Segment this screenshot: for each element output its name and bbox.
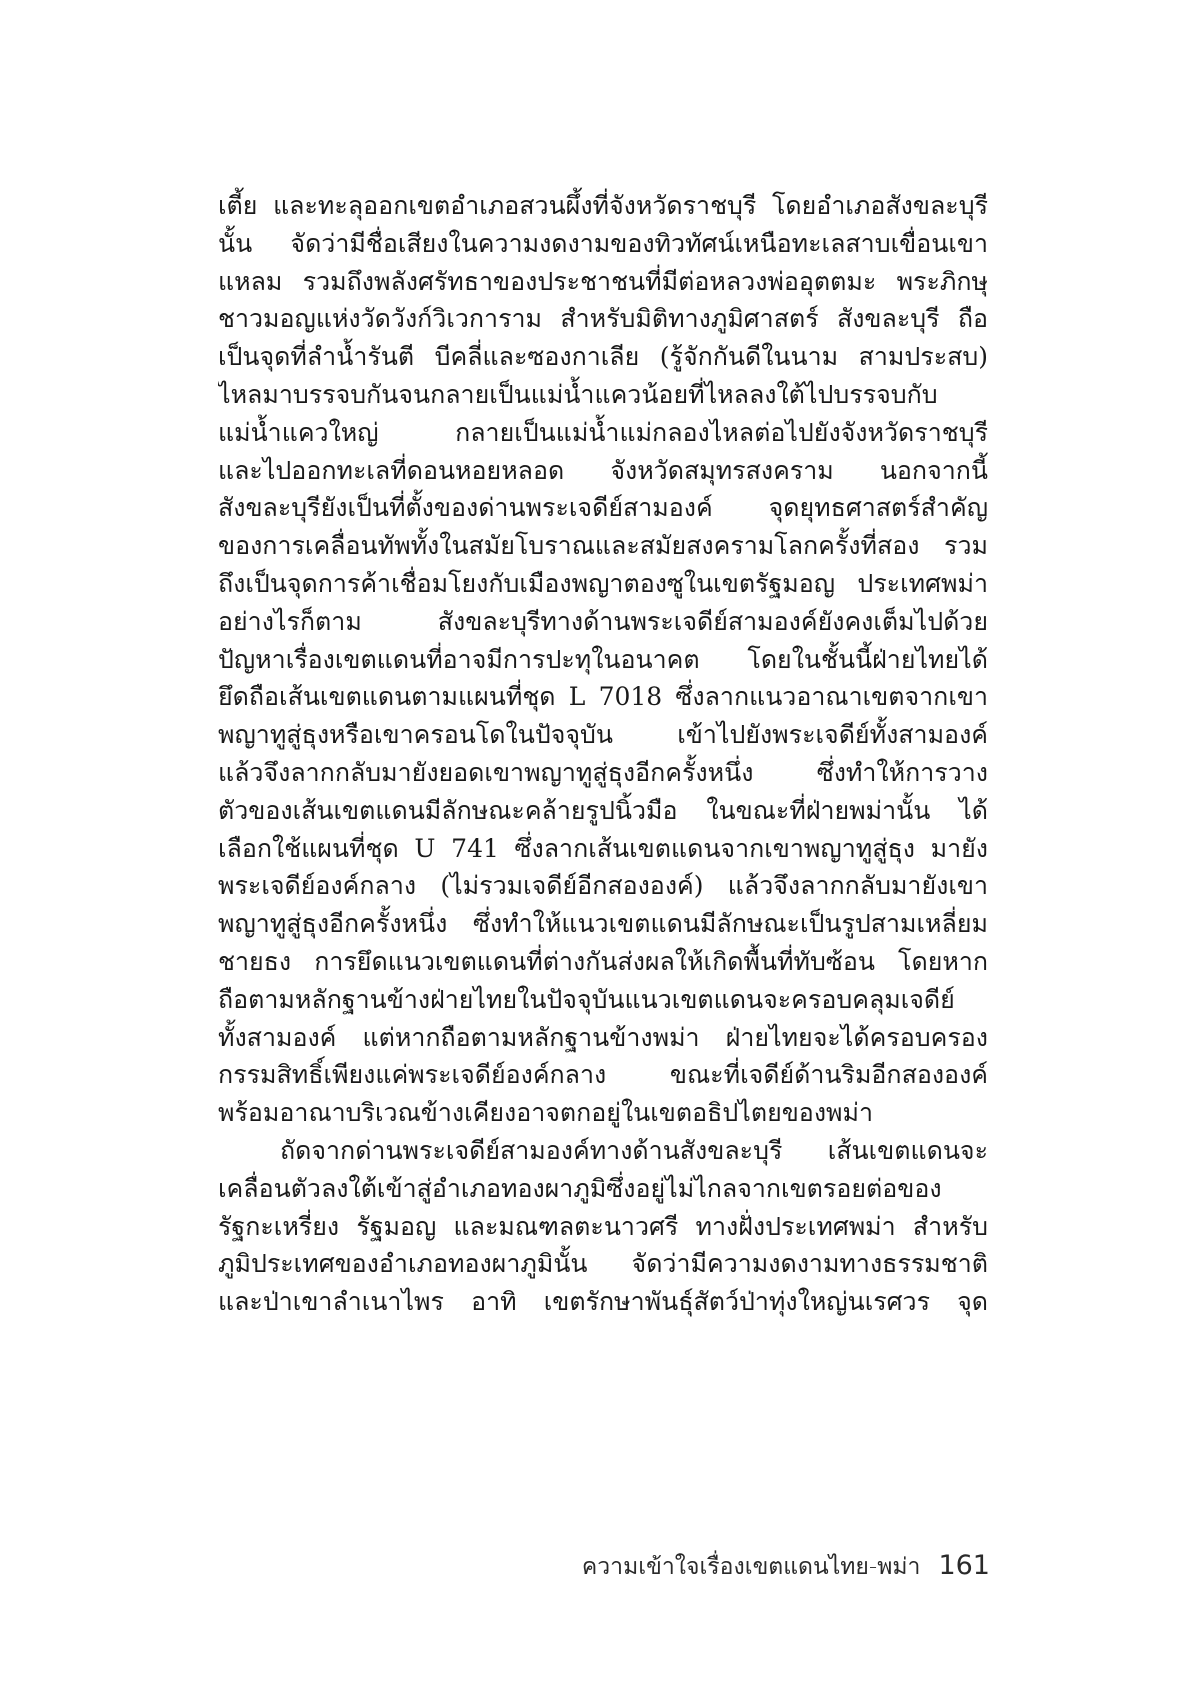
text-line: ชาวมอญแห่งวัดวังก์วิเวการาม สำหรับมิติทางภูมิศาสตร์ สังขละบุรี ถือ xyxy=(218,304,988,334)
text-line: ปัญหาเรื่องเขตแดนที่อาจมีการปะทุในอนาคต โดยในชั้นนี้ฝ่ายไทยได้ xyxy=(218,644,988,674)
text-line: ทั้งสามองค์ แต่หากถือตามหลักฐานข้างพม่า ฝ่ายไทยจะได้ครอบครอง xyxy=(218,1022,988,1052)
text-line: ของการเคลื่อนทัพทั้งในสมัยโบราณและสมัยสงครามโลกครั้งที่สอง รวม xyxy=(218,531,988,561)
text-line: พญาทูสู่ธุงอีกครั้งหนึ่ง ซึ่งทำให้แนวเขตแดนมีลักษณะเป็นรูปสามเหลี่ยม xyxy=(218,909,988,939)
text-line: รัฐกะเหรี่ยง รัฐมอญ และมณฑลตะนาวศรี ทางฝั่งประเทศพม่า สำหรับ xyxy=(218,1211,988,1241)
text-line: พระเจดีย์องค์กลาง (ไม่รวมเจดีย์อีกสององค์) แล้วจึงลากกลับมายังเขา xyxy=(218,871,988,901)
text-line: ถัดจากด่านพระเจดีย์สามองค์ทางด้านสังขละบุรี เส้นเขตแดนจะ xyxy=(280,1135,988,1165)
text-line: นั้น จัดว่ามีชื่อเสียงในความงดงามของทิวทัศน์เหนือทะเลสาบเขื่อนเขา xyxy=(218,228,988,258)
text-line: เลือกใช้แผนที่ชุด U 741 ซึ่งลากเส้นเขตแดนจากเขาพญาทูสู่ธุง มายัง xyxy=(218,833,988,863)
text-line: กรรมสิทธิ์เพียงแค่พระเจดีย์องค์กลาง ขณะที่เจดีย์ด้านริมอีกสององค์ xyxy=(218,1060,988,1090)
text-line: เตี้ย และทะลุออกเขตอำเภอสวนผึ้งที่จังหวัดราชบุรี โดยอำเภอสังขละบุรี xyxy=(218,191,988,220)
text-line: ภูมิประเทศของอำเภอทองผาภูมินั้น จัดว่ามีความงดงามทางธรรมชาติ xyxy=(218,1249,988,1279)
text-line: แล้วจึงลากกลับมายังยอดเขาพญาทูสู่ธุงอีกครั้งหนึ่ง ซึ่งทำให้การวาง xyxy=(218,757,988,787)
page-number: 161 xyxy=(938,1550,990,1581)
page-footer xyxy=(581,1549,990,1585)
text-line: ถึงเป็นจุดการค้าเชื่อมโยงกับเมืองพญาตองซูในเขตรัฐมอญ ประเทศพม่า xyxy=(218,568,988,598)
text-line: พร้อมอาณาบริเวณข้างเคียงอาจตกอยู่ในเขตอธิปไตยของพม่า xyxy=(218,1098,874,1128)
text-line: สังขละบุรียังเป็นที่ตั้งของด่านพระเจดีย์สามองค์ จุดยุทธศาสตร์สำคัญ xyxy=(218,493,988,523)
running-title: ความเข้าใจเรื่องเขตแดนไทย-พม่า xyxy=(581,1554,921,1580)
text-line: พญาทูสู่ธุงหรือเขาครอนโดในปัจจุบัน เข้าไปยังพระเจดีย์ทั้งสามองค์ xyxy=(218,720,988,750)
text-line: แม่น้ำแควใหญ่ กลายเป็นแม่น้ำแม่กลองไหลต่อไปยังจังหวัดราชบุรี xyxy=(218,417,988,447)
text-line: เป็นจุดที่ลำน้ำรันตี บีคลี่และซองกาเลีย (รู้จักกันดีในนาม สามประสบ) xyxy=(218,342,988,372)
text-line: ยึดถือเส้นเขตแดนตามแผนที่ชุด L 7018 ซึ่งลากแนวอาณาเขตจากเขา xyxy=(218,682,988,712)
text-line: ตัวของเส้นเขตแดนมีลักษณะคล้ายรูปนิ้วมือ ในขณะที่ฝ่ายพม่านั้น ได้ xyxy=(218,795,988,825)
text-line: และป่าเขาลำเนาไพร อาทิ เขตรักษาพันธุ์สัตว์ป่าทุ่งใหญ่นเรศวร จุด xyxy=(218,1287,988,1317)
text-line: ถือตามหลักฐานข้างฝ่ายไทยในปัจจุบันแนวเขตแดนจะครอบคลุมเจดีย์ xyxy=(218,984,955,1014)
body-text xyxy=(218,187,988,1321)
text-line: อย่างไรก็ตาม สังขละบุรีทางด้านพระเจดีย์สามองค์ยังคงเต็มไปด้วย xyxy=(218,606,988,636)
text-line: ชายธง การยึดแนวเขตแดนที่ต่างกันส่งผลให้เกิดพื้นที่ทับซ้อน โดยหาก xyxy=(218,946,988,976)
text-line: และไปออกทะเลที่ดอนหอยหลอด จังหวัดสมุทรสงคราม นอกจากนี้ xyxy=(218,455,988,485)
text-line: เคลื่อนตัวลงใต้เข้าสู่อำเภอทองผาภูมิซึ่งอยู่ไม่ไกลจากเขตรอยต่อของ xyxy=(218,1173,942,1203)
text-line: ไหลมาบรรจบกันจนกลายเป็นแม่น้ำแควน้อยที่ไหลลงใต้ไปบรรจบกับ xyxy=(218,379,938,409)
text-line: แหลม รวมถึงพลังศรัทธาของประชาชนที่มีต่อหลวงพ่ออุตตมะ พระภิกษุ xyxy=(218,266,988,296)
